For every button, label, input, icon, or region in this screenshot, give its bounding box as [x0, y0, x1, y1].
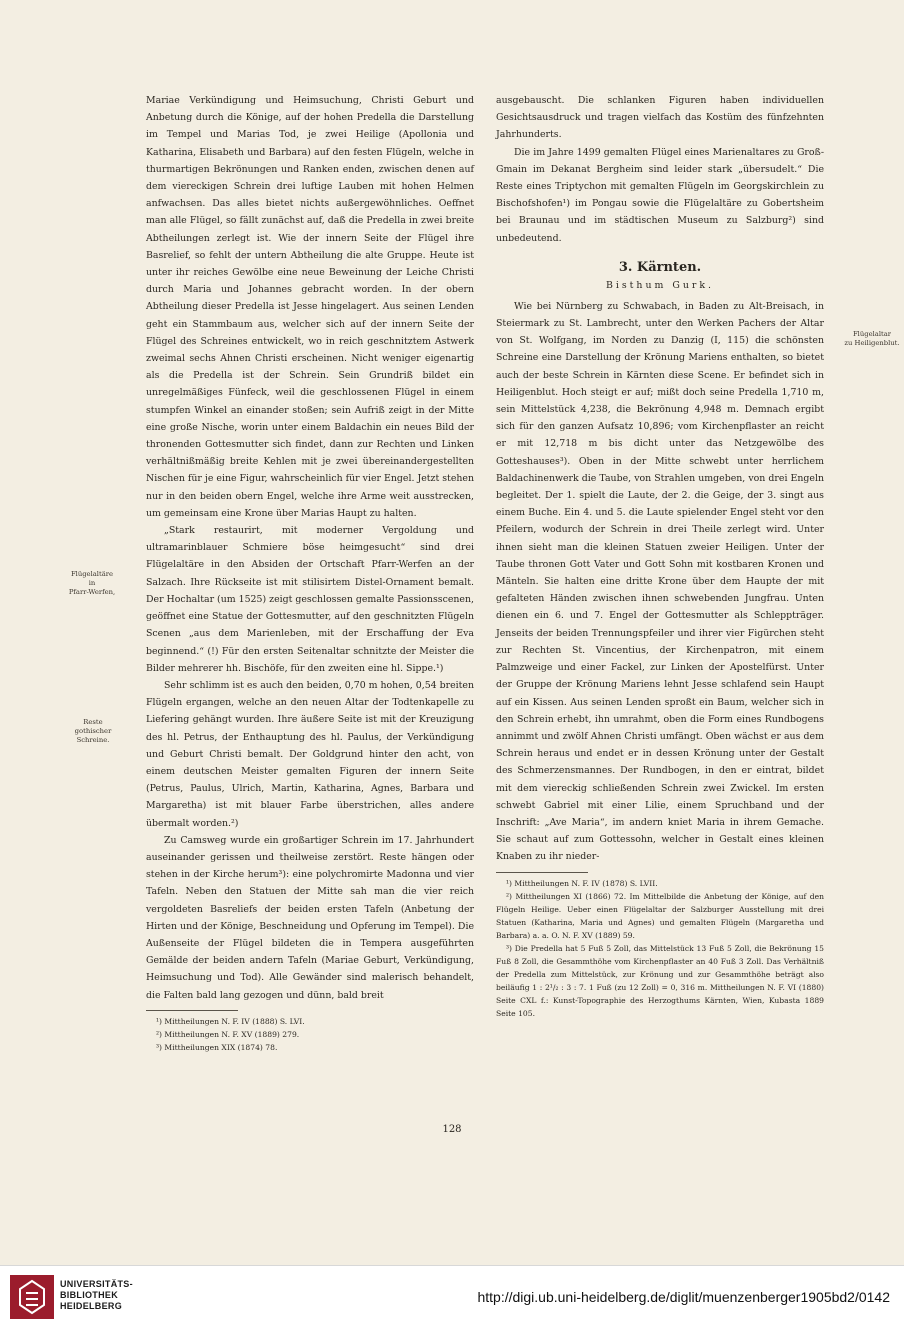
left-footnote-2: ²) Mittheilungen N. F. XV (1889) 279.	[156, 1029, 300, 1039]
left-paragraph-1: Mariae Verkündigung und Heimsuchung, Christi Geburt und Anbetung durch die Könige, auf der hohen Predella die Darstellung im Tempel und Marias Tod, je zwei Heilige (Apollonia und Katharina, Elisabeth und Barbara) auf den festen Flügeln, welche in thurmartigen Bekrönungen und Ranken enden, zwischen denen auf dem viereckigen Schrein drei luftige Lauben mit hohen Helmen anfwachsen. Das alles bietet nichts außergewöhnliches. Oeffnet man alle Flügel, so fällt zunächst auf, daß die Predella in zwei breite Abtheilungen zerlegt ist. Wie der innern Seite der Flügel ihre Basrelief, so fehlt der untern Abtheilung die alte Gruppe. Heute ist unter ihr reiches Gewölbe eine neue Beweinung der Leiche Christi durch Maria und Johannes gebracht worden. In der obern Abtheilung dieser Predella ist Jesse hingelagert. Aus seinen Lenden geht ein Stammbaum aus, welcher sich auf der innern Seite der Flügel des Schreines entwickelt, wo in reich geschnitztem Astwerk zweimal sechs Ahnen Christi erscheinen. Nicht weniger eigenartig als die Predella ist der Schrein. Sein Grundriß bildet ein unregelmäßiges Fünfeck, weil die geschlossenen Flügel in einem stumpfen Winkel an einander stoßen; sein Aufriß zeigt in der Mitte eine große Nische, worin unter einem Baldachin ein neues Bild der thronenden Gottesmutter sich findet, dann zur Rechten und Linken verhältnißmäßig breite Kehlen mit je zwei übereinandergestellten Nischen für je eine Figur, wahrscheinlich für vier Engel. Jetzt stehen nur in den beiden obern Engel, welche ihre Arme weit ausstrecken, um gemeinsam eine Krone über Marias Haupt zu halten.	[146, 95, 474, 519]
margin-note-reste-gothischer-schreine	[60, 718, 126, 745]
margin-note-line: Reste	[83, 718, 103, 726]
margin-note-line: gothischer	[74, 727, 112, 735]
library-name-line: UNIVERSITÄTS-	[60, 1279, 133, 1289]
page-number: 128	[442, 1124, 462, 1135]
library-name-line: BIBLIOTHEK	[60, 1290, 118, 1300]
margin-note-line: Pfarr-Werfen,	[68, 588, 116, 596]
library-name	[60, 1279, 133, 1312]
margin-note-line: Schreine.	[76, 736, 110, 744]
right-paragraph-2: Die im Jahre 1499 gemalten Flügel eines Marienaltares zu Groß-Gmain im Dekanat Bergheim sind leider stark „übersudelt.“ Die Reste eines Triptychon mit gemalten Flügeln im Georgskirchlein zu Bischofshofen¹) im Pongau sowie die Flügelaltäre zu Gobertsheim bei Braunau und im städtischen Museum zu Salzburg²) sind unbedeutend.	[496, 146, 824, 244]
right-footnote-1: ¹) Mittheilungen N. F. IV (1878) S. LVII.	[506, 878, 658, 888]
left-paragraph-3: Sehr schlimm ist es auch den beiden, 0,70 m hohen, 0,54 breiten Flügeln ergangen, welche an den neuen Altar der Todtenkapelle zu Liefering gehängt wurden. Ihre äußere Seite ist mit der Kreuzigung des hl. Petrus, der Enthauptung des hl. Paulus, der Verkündigung und Geburt Christi bemalt. Der Goldgrund hinter den acht, von einem deutschen Meister gemalten Figuren der innern Seite (Petrus, Paulus, Ulrich, Martin, Katharina, Agnes, Barbara und Margaretha) ist mit blauer Farbe überstrichen, alles andere übermalt worden.²)	[146, 679, 475, 829]
right-footnote-2: ²) Mittheilungen XI (1866) 72. Im Mittelbilde die Anbetung der Könige, auf den Flügeln Heilige. Ueber einen Flügelaltar der Salzburger Ausstellung mit drei Statuen (Katharina, Maria und Agnes) und gemalten Flügeln (Margaretha und Barbara) a. a. O. N. F. XV (1889) 59.	[496, 891, 824, 940]
right-footnote-3: ³) Die Predella hat 5 Fuß 5 Zoll, das Mittelstück 13 Fuß 5 Zoll, die Bekrönung 15 Fuß 8 Zoll, die Gesammthöhe vom Kirchenpflaster an 40 Fuß 3 Zoll. Das Verhältniß der Predella zum Mittelstück, zur Krönung und zur Gesammthöhe beträgt also beiläufig 1 : 2¹/₂ : 3 : 7. 1 Fuß (zu 12 Zoll) = 0, 316 m. Mittheilungen N. F. VI (1880) Seite CXL f.: Kunst-Topographie des Herzogthums Kärnten, Wien, Kubasta 1889 Seite 105.	[496, 943, 824, 1018]
right-column	[496, 92, 824, 1020]
university-seal-icon	[10, 1275, 54, 1319]
left-footnotes	[146, 1015, 474, 1054]
left-footnote-1: ¹) Mittheilungen N. F. IV (1888) S. LVI.	[156, 1016, 305, 1026]
left-paragraph-4: Zu Camsweg wurde ein großartiger Schrein im 17. Jahrhundert auseinander gerissen und theilweise zerstört. Reste hängen oder stehen in der Kirche herum³): eine polychromirte Madonna und vier Tafeln. Neben den Statuen der Mitte sah man die vier reich vergoldeten Basreliefs der beiden ersten Tafeln (Anbetung der Hirten und der Könige, Beschneidung und Opferung im Tempel). Die Außenseite der Flügel bildeten die in Tempera ausgeführten Gemälde der beiden andern Tafeln (Mariae Geburt, Verkündigung, Heimsuchung und Tod). Alle Gewänder sind malerisch behandelt, die Falten bald lang gezogen und dünn, bald breit	[146, 834, 474, 1001]
section-subtitle: Bisthum Gurk.	[605, 279, 715, 291]
document-url-link[interactable]: http://digi.ub.uni-heidelberg.de/diglit/muenzenberger1905bd2/0142	[477, 1289, 890, 1305]
left-footnote-rule	[146, 1010, 238, 1011]
right-paragraph-1: ausgebauscht. Die schlanken Figuren haben individuellen Gesichtsausdruck und tragen vielfach das Kostüm des fünfzehnten Jahrhunderts.	[496, 95, 824, 141]
left-footnote-3: ³) Mittheilungen XIX (1874) 78.	[156, 1042, 278, 1052]
section-title: 3. Kärnten.	[618, 259, 702, 275]
right-paragraph-3: Wie bei Nürnberg zu Schwabach, in Baden zu Alt-Breisach, in Steiermark zu St. Lambrecht, unter den Werken Pachers der Altar von St. Wolfgang, im Norden zu Danzig (I, 115) die schönsten Schreine eine Darstellung der Krönung Mariens enthalten, so bietet auch der beste Schrein in Kärnten diese Scene. Er befindet sich in Heiligenblut. Hoch steigt er auf; mißt doch seine Predella 1,710 m, sein Mittelstück 4,238, die Bekrönung 4,948 m. Demnach ergibt sich für den ganzen Aufsatz 10,896; vom Kirchenpflaster an reicht er mit 12,718 m bis dicht unter das Netzgewölbe des Gotteshauses³). Oben in der Mitte schwebt unter herrlichem Baldachinenwerk die Taube, von Strahlen umgeben, von drei Engeln begleitet. Der 1. spielt die Laute, der 2. die Geige, der 3. singt aus einem Buche. Ein 4. und 5. die Laute spielender Engel steht vor den Pfeilern, wodurch der Schrein in drei Theile zerlegt wird. Unter ihnen sieht man die kleinen Statuen zweier Heiligen. Unter der Taube thronen Gott Vater und Gott Sohn mit kostbaren Kronen und Mänteln. Sie halten eine dritte Krone über dem Haupte der mit gefalteten Händen zwischen ihnen schwebenden Jungfrau. Unten dienen ein 6. und 7. Engel der Gottesmutter als Schleppträger. Jenseits der beiden Trennungspfeiler und ihrer vier Figürchen steht zur Rechten St. Vincentius, der Kirchenpatron, mit einem Palmzweige und einer Fackel, zur Linken der Apostelfürst. Unter der Gruppe der Krönung Mariens lehnt Jesse schlafend sein Haupt auf ein Kissen. Aus seinen Lenden sproßt ein Baum, welcher sich in den Schrein erhebt, ihn umrahmt, oben die Form eines Rundbogens annimmt und zwölf Ahnen Christi umfängt. Oben wächst er aus dem Schrein heraus und endet er in dessen Krönung unter der Gestalt des Schmerzensmannes. Der Rundbogen, in den er eintrat, bildet mit dem viereckig schließenden Schrein zwei Zwickel. Im ersten schwebt Gabriel mit einer Lilie, einem Spruchband und der Inschrift: „Ave Maria“, im andern kniet Maria in ihrem Gemache. Sie schaut auf zum Gottessohn, welcher in Gestalt eines kleinen Knaben zu ihr nieder-	[496, 300, 824, 863]
margin-note-fluegelaltar-heiligenblut	[840, 330, 904, 348]
library-name-line: HEIDELBERG	[60, 1301, 123, 1311]
margin-note-line: Flügelaltar	[852, 330, 892, 338]
left-paragraph-2: „Stark restaurirt, mit moderner Vergoldung und ultramarinblauer Schmiere böse heimgesucht“ sind drei Flügelaltäre in den Absiden der Ortschaft Pfarr-Werfen an der Salzach. Ihre Rückseite ist mit stilisirtem Distel-Ornament bemalt. Der Hochaltar (um 1525) zeigt geschlossen gemalte Passionsscenen, geöffnet eine Statue der Gottesmutter, auf den geschnitzten Flügeln Scenen „aus dem Marienleben, mit der Erschaffung der Eva beginnend.“ (!) Für den ersten Seitenaltar schnitzte der Meister die Bilder mehrerer hh. Bischöfe, für den zweiten eine hl. Sippe.¹)	[146, 525, 474, 674]
margin-note-line: zu Heiligenblut.	[844, 339, 900, 347]
viewer-footer	[0, 1265, 904, 1330]
margin-note-line: Flügelaltäre	[70, 570, 114, 578]
right-footnote-rule	[496, 872, 588, 873]
left-column	[146, 92, 474, 1054]
margin-note-line: in	[88, 579, 96, 587]
margin-note-fluegelaltaere-pfarr-werfen	[52, 570, 132, 597]
right-footnotes	[496, 877, 824, 1020]
